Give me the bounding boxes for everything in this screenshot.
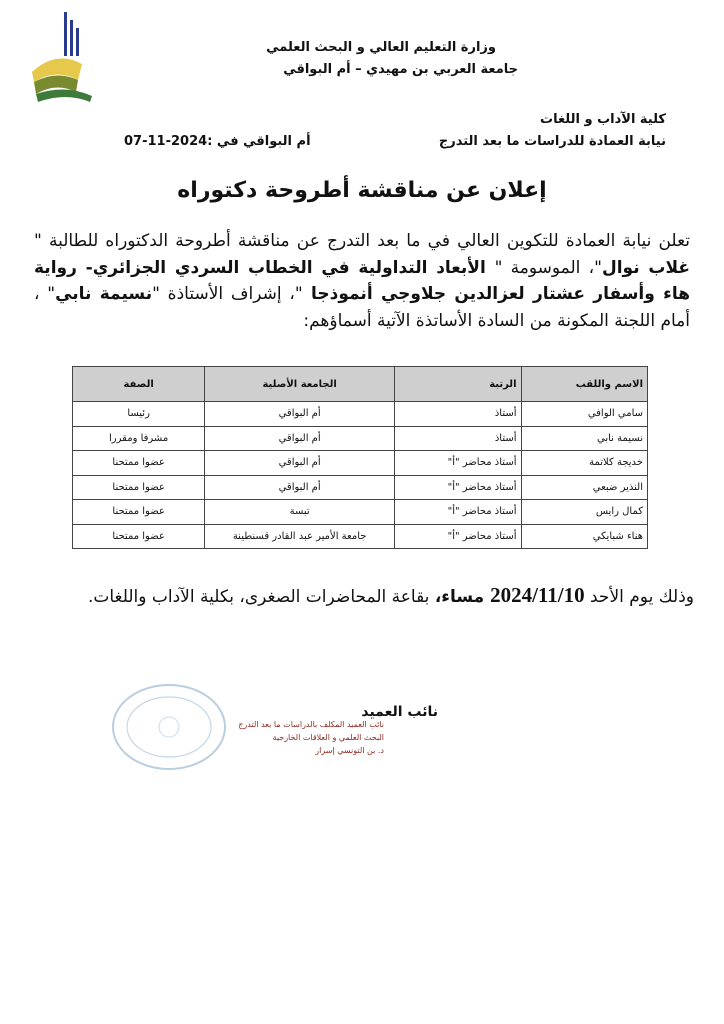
defense-date: 2024/11/10	[490, 583, 585, 607]
announcement-body	[34, 228, 690, 334]
member-university: أم البواقي	[205, 451, 395, 476]
table-row	[73, 524, 648, 549]
closing-text-2: بقاعة المحاضرات الصغرى، بكلية الآداب واللغات.	[87, 587, 435, 607]
table-row	[73, 500, 648, 525]
faculty-name: كلية الآداب و اللغات	[540, 112, 666, 127]
date-value: 2024-11-07	[124, 134, 208, 149]
signature-line: د. بن التونسي إسرار	[315, 746, 384, 755]
member-university: أم البواقي	[205, 402, 395, 427]
member-role: رئيسا	[73, 402, 205, 427]
member-rank: أستاذ محاضر "أ"	[395, 524, 522, 549]
closing-text-1: وذلك يوم الأحد	[584, 587, 694, 607]
member-role: عضوا ممتحنا	[73, 500, 205, 525]
member-name: نسيمة نابي	[521, 426, 648, 451]
table-row	[73, 402, 648, 427]
member-university: جامعة الأمير عبد القادر قسنطينة	[205, 524, 395, 549]
member-rank: أستاذ	[395, 402, 522, 427]
thesis-title: الأبعاد التداولية في الخطاب السردي الجزائري- رواية هاء وأسفار عشتار لعزالدين جلاوجي أنموذجا	[34, 257, 690, 304]
member-rank: أستاذ محاضر "أ"	[395, 451, 522, 476]
header-name: الاسم واللقب	[521, 367, 648, 402]
body-text-1: تعلن نيابة العمادة للتكوين العالي في ما بعد التدرج عن مناقشة أطروحة الدكتوراه للطالبة "	[34, 231, 690, 251]
member-rank: أستاذ محاضر "أ"	[395, 500, 522, 525]
official-stamp	[108, 680, 230, 774]
announcement-title: إعلان عن مناقشة أطروحة دكتوراه	[177, 178, 547, 203]
member-university: تبسة	[205, 500, 395, 525]
member-role: عضوا ممتحنا	[73, 524, 205, 549]
signature-line: نائب العميد المكلف بالدراسات ما بعد التدرج	[238, 720, 384, 729]
committee-table	[72, 366, 648, 549]
header-university: الجامعة الأصلية	[205, 367, 395, 402]
ministry-name: وزارة التعليم العالي و البحث العلمي	[266, 40, 496, 55]
member-university: أم البواقي	[205, 426, 395, 451]
member-name: كمال رايس	[521, 500, 648, 525]
member-role: عضوا ممتحنا	[73, 451, 205, 476]
member-rank: أستاذ محاضر "أ"	[395, 475, 522, 500]
table-header-row	[73, 367, 648, 402]
table-row	[73, 426, 648, 451]
member-name: سامي الوافي	[521, 402, 648, 427]
defense-details	[60, 580, 694, 612]
student-name: غلاب نوال	[601, 257, 690, 278]
member-name: هناء شبايكي	[521, 524, 648, 549]
supervisor-name: نسيمة نابي	[55, 284, 153, 304]
header-rank: الرتبة	[395, 367, 522, 402]
date-label: أم البواقي في :	[207, 134, 311, 149]
member-role: مشرفا ومقررا	[73, 426, 205, 451]
signature-line: البحث العلمي و العلاقات الخارجية	[272, 733, 384, 742]
body-text-2: "، الموسومة "	[494, 257, 602, 278]
university-name: جامعة العربي بن مهيدي – أم البواقي	[283, 62, 518, 77]
signer-title: نائب العميد	[361, 704, 438, 720]
table-row	[73, 475, 648, 500]
body-text-4: " ، أمام اللجنة المكونة من السادة الأساتذة الآتية أسماؤهم:	[34, 284, 690, 331]
member-name: خديجة كلاتمة	[521, 451, 648, 476]
member-university: أم البواقي	[205, 475, 395, 500]
member-role: عضوا ممتحنا	[73, 475, 205, 500]
defense-time: مساء،	[434, 587, 491, 607]
table-row	[73, 451, 648, 476]
body-text-3: "، إشراف الأستاذة "	[152, 284, 303, 304]
university-logo	[26, 10, 104, 106]
document-date	[124, 134, 311, 149]
header-role: الصفة	[73, 367, 205, 402]
signature-block	[214, 718, 384, 757]
member-rank: أستاذ	[395, 426, 522, 451]
department-name: نيابة العمادة للدراسات ما بعد التدرج	[438, 134, 666, 149]
member-name: النذير ضبعي	[521, 475, 648, 500]
